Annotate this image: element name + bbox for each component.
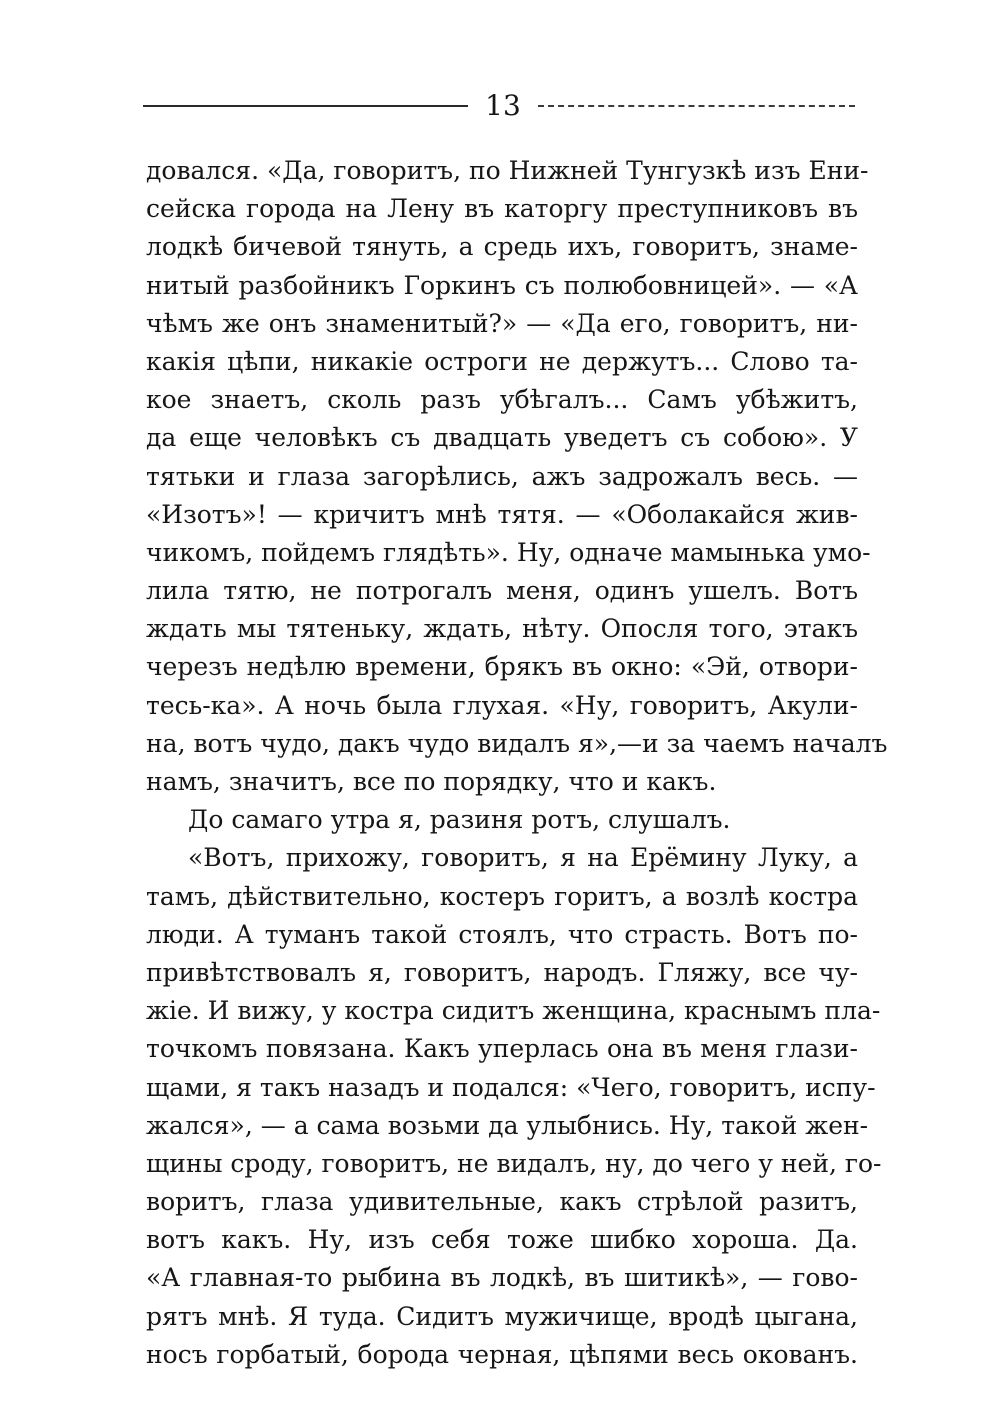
text-line: щами, я такъ назадъ и подался: «Чего, говоритъ, испу- — [146, 1072, 876, 1102]
text-line: тятьки и глаза загорѣлись, ажъ задрожалъ весь. — — [146, 461, 858, 491]
text-line: на, вотъ чудо, дакъ чудо видалъ я»,—и за чаемъ началъ — [146, 728, 888, 758]
text-line: да еще человѣкъ съ двадцать уведетъ съ собою». У — [146, 423, 858, 453]
text-line: черезъ недѣлю времени, брякъ въ окно: «Эй, отвори- — [146, 652, 858, 682]
text-line: привѣтствовалъ я, говоритъ, народъ. Гляжу, все чу- — [146, 957, 858, 987]
text-line: щины сроду, говоритъ, не видалъ, ну, до чего у ней, го- — [146, 1148, 882, 1178]
text-line: довался. «Да, говоритъ, по Нижней Тунгузкѣ изъ Ени- — [146, 156, 869, 185]
body-text — [146, 152, 888, 1374]
text-line: лила тятю, не потрогалъ меня, одинъ ушелъ. Вотъ — [146, 576, 858, 606]
text-line: чѣмъ же онъ знаменитый?» — «Да его, говоритъ, ни- — [146, 308, 858, 338]
text-line: люди. А туманъ такой стоялъ, что страсть. Вотъ по- — [146, 919, 858, 949]
page-number: 13 — [485, 89, 521, 122]
text-line: рятъ мнѣ. Я туда. Сидитъ мужичище, вродѣ цыгана, — [146, 1301, 858, 1331]
header-rule-right — [538, 105, 855, 107]
text-line: ждать мы тятеньку, ждать, нѣту. Опосля того, этакъ — [146, 614, 858, 644]
text-line: «Изотъ»! — кричитъ мнѣ тятя. — «Оболакайся жив- — [146, 499, 858, 529]
text-line: лодкѣ бичевой тянуть, а средь ихъ, говоритъ, знаме- — [146, 232, 858, 262]
text-line: чикомъ, пойдемъ глядѣть». Ну, одначе мамынька умо- — [146, 537, 871, 567]
text-line: сейска города на Лену въ каторгу преступниковъ въ — [146, 194, 858, 224]
text-line: тесь-ка». А ночь была глухая. «Ну, говоритъ, Акули- — [146, 690, 858, 720]
text-line: какія цѣпи, никакіе остроги не держутъ... Слово та- — [146, 346, 858, 376]
text-line: носъ горбатый, борода черная, цѣпями весь окованъ. — [146, 1339, 858, 1369]
text-line: вотъ какъ. Ну, изъ себя тоже шибко хороша. Да. — [146, 1225, 858, 1255]
header-rule-left — [143, 105, 468, 107]
text-line: «А главная-то рыбина въ лодкѣ, въ шитикѣ», — гово- — [146, 1263, 858, 1293]
text-line: тамъ, дѣйствительно, костеръ горитъ, а возлѣ костра — [146, 881, 858, 911]
text-line: жіе. И вижу, у костра сидитъ женщина, краснымъ пла- — [146, 996, 881, 1026]
text-line: жался», — а сама возьми да улыбнись. Ну, такой жен- — [146, 1110, 869, 1140]
text-line: кое знаетъ, сколь разъ убѣгалъ... Самъ убѣжитъ, — [146, 385, 858, 415]
text-line: До самаго утра я, разиня ротъ, слушалъ. — [188, 805, 731, 835]
text-line: «Вотъ, прихожу, говоритъ, я на Ерёмину Луку, а — [188, 843, 858, 873]
text-line: намъ, значитъ, все по порядку, что и какъ. — [146, 767, 717, 796]
page-header — [143, 88, 855, 124]
text-line: точкомъ повязана. Какъ уперлась она въ меня глази- — [146, 1034, 858, 1064]
text-line: воритъ, глаза удивительные, какъ стрѣлой разитъ, — [146, 1187, 858, 1217]
text-line: нитый разбойникъ Горкинъ съ полюбовницей». — «А — [146, 270, 858, 300]
